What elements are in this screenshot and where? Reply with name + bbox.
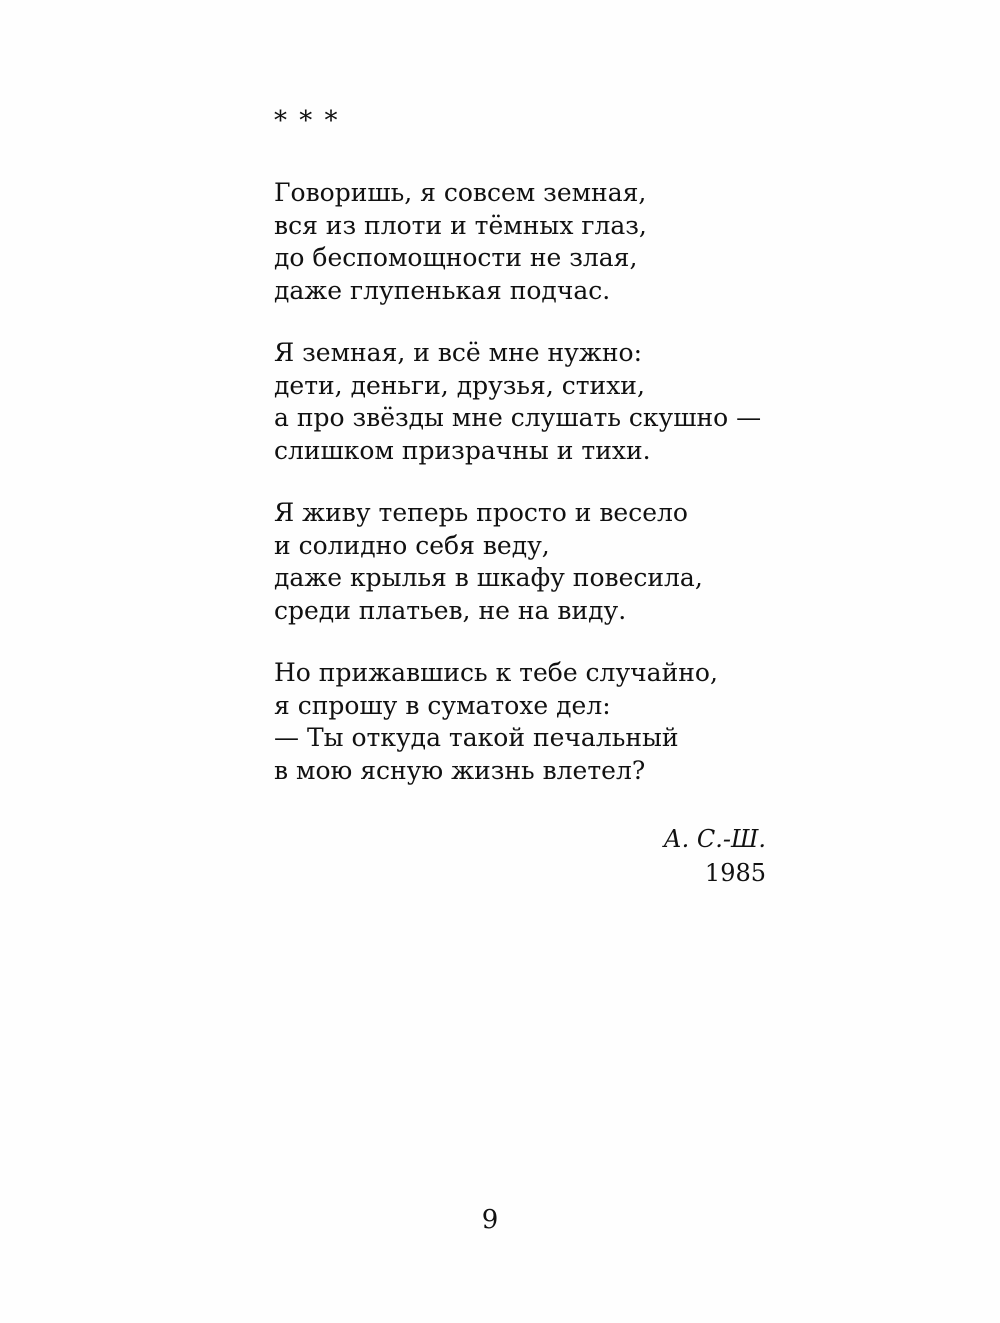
author-initials: А. С.-Ш.	[663, 825, 766, 853]
poem-line: и солидно себя веду,	[274, 530, 550, 560]
poem-year: 1985	[704, 859, 766, 887]
signature	[663, 822, 766, 890]
poem-line: Я земная, и всё мне нужно:	[274, 338, 643, 367]
poem-line: среди платьев, не на виду.	[274, 595, 627, 625]
poem-line: Говоришь, я совсем земная,	[274, 178, 647, 207]
poem-line: Я живу теперь просто и весело	[274, 498, 688, 527]
poem-line: дети, деньги, друзья, стихи,	[274, 370, 645, 400]
page-number: 9	[481, 1205, 499, 1235]
stanza-3	[274, 497, 794, 627]
poem-line: до беспомощности не злая,	[274, 243, 638, 272]
poem-line: в мою ясную жизнь влетел?	[274, 755, 646, 785]
poem-line: Но прижавшись к тебе случайно,	[274, 658, 718, 687]
poem-line: а про звёзды мне слушать скушно —	[274, 403, 762, 432]
poem-line: слишком призрачны и тихи.	[274, 435, 651, 465]
poem-line: — Ты откуда такой печальный	[274, 723, 679, 752]
poem-line: вся из плоти и тёмных глаз,	[274, 210, 647, 240]
stanza-4	[274, 657, 794, 787]
poem-line: даже глупенькая подчас.	[274, 275, 611, 305]
poem	[274, 177, 794, 817]
stanza-1	[274, 177, 794, 307]
section-ornament: * * *	[274, 106, 340, 136]
poem-line: я спрошу в суматохе дел:	[274, 690, 611, 720]
stanza-2	[274, 337, 794, 467]
poem-line: даже крылья в шкафу повесила,	[274, 563, 703, 592]
